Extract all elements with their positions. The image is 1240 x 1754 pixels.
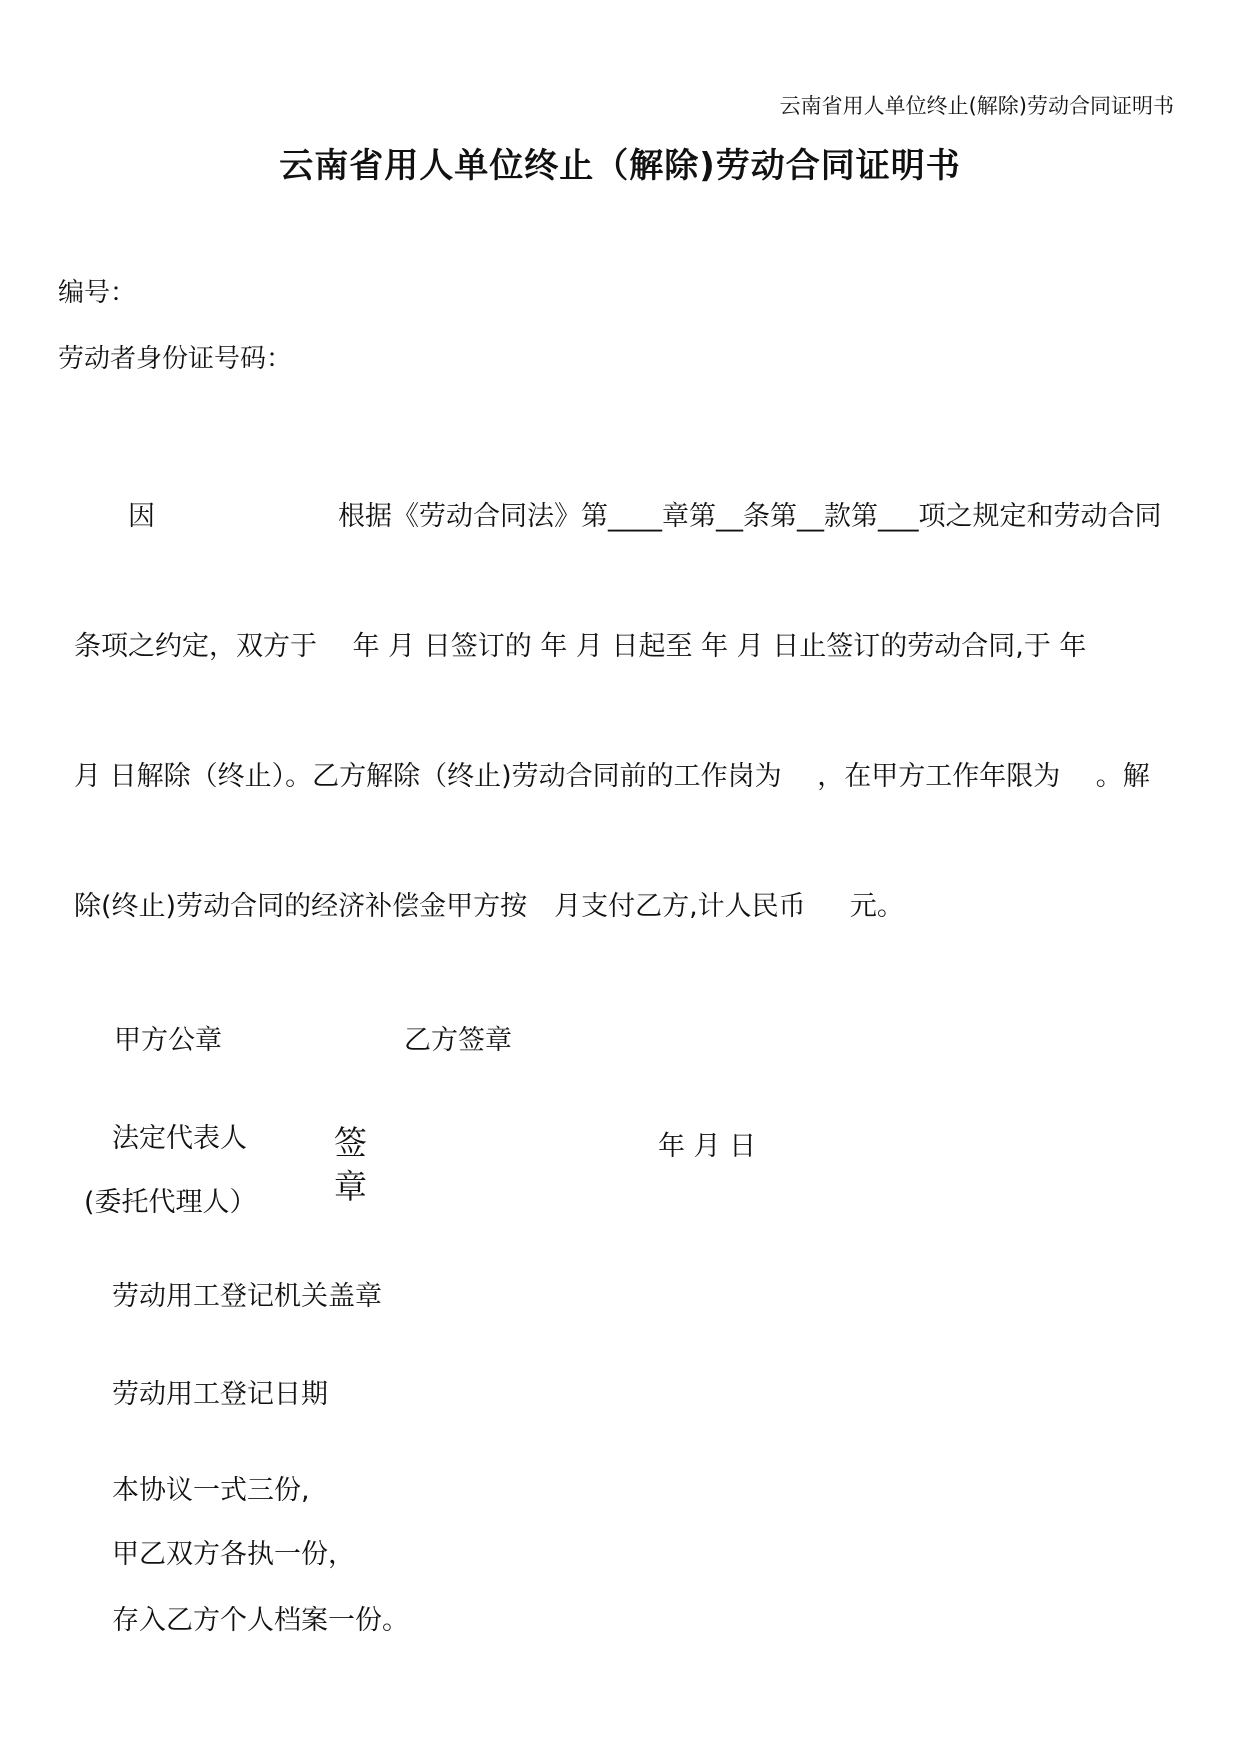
registry-seal-label: 劳动用工登记机关盖章 — [112, 1281, 382, 1312]
document-title: 云南省用人单位终止（解除)劳动合同证明书 — [279, 146, 961, 186]
signature-date: 年 月 日 — [658, 1131, 757, 1162]
body-line1-prefix: 因 — [128, 501, 155, 532]
registry-date-label: 劳动用工登记日期 — [112, 1379, 328, 1410]
copies-note-line2: 甲乙双方各执一份， — [112, 1539, 355, 1570]
legal-representative-label: 法定代表人 — [112, 1123, 247, 1154]
party-a-seal-label: 甲方公章 — [114, 1025, 222, 1056]
body-line4: 除(终止)劳动合同的经济补偿金甲方按 月支付乙方,计人民币 元。 — [74, 891, 904, 922]
body-line3: 月 日解除（终止）。乙方解除（终止)劳动合同前的工作岗为 ，在甲方工作年限为 。解 — [74, 761, 1150, 792]
copies-note-line3: 存入乙方个人档案一份。 — [112, 1605, 409, 1636]
agent-label: (委托代理人） — [84, 1187, 257, 1218]
header-note: 云南省用人单位终止(解除)劳动合同证明书 — [779, 94, 1174, 118]
copies-note-line1: 本协议一式三份, — [112, 1475, 310, 1506]
body-line2: 条项之约定，双方于 年 月 日签订的 年 月 日起至 年 月 日止签订的劳动合同,于 年 — [74, 631, 1087, 662]
sign-character: 签 — [334, 1123, 367, 1162]
body-line1: 根据《劳动合同法》第____章第__条第__款第___项之规定和劳动合同 — [338, 501, 1162, 532]
id-number-label: 劳动者身份证号码： — [58, 344, 293, 374]
seal-character: 章 — [334, 1167, 367, 1206]
party-b-sign-label: 乙方签章 — [404, 1025, 512, 1056]
number-label: 编号： — [58, 278, 137, 308]
